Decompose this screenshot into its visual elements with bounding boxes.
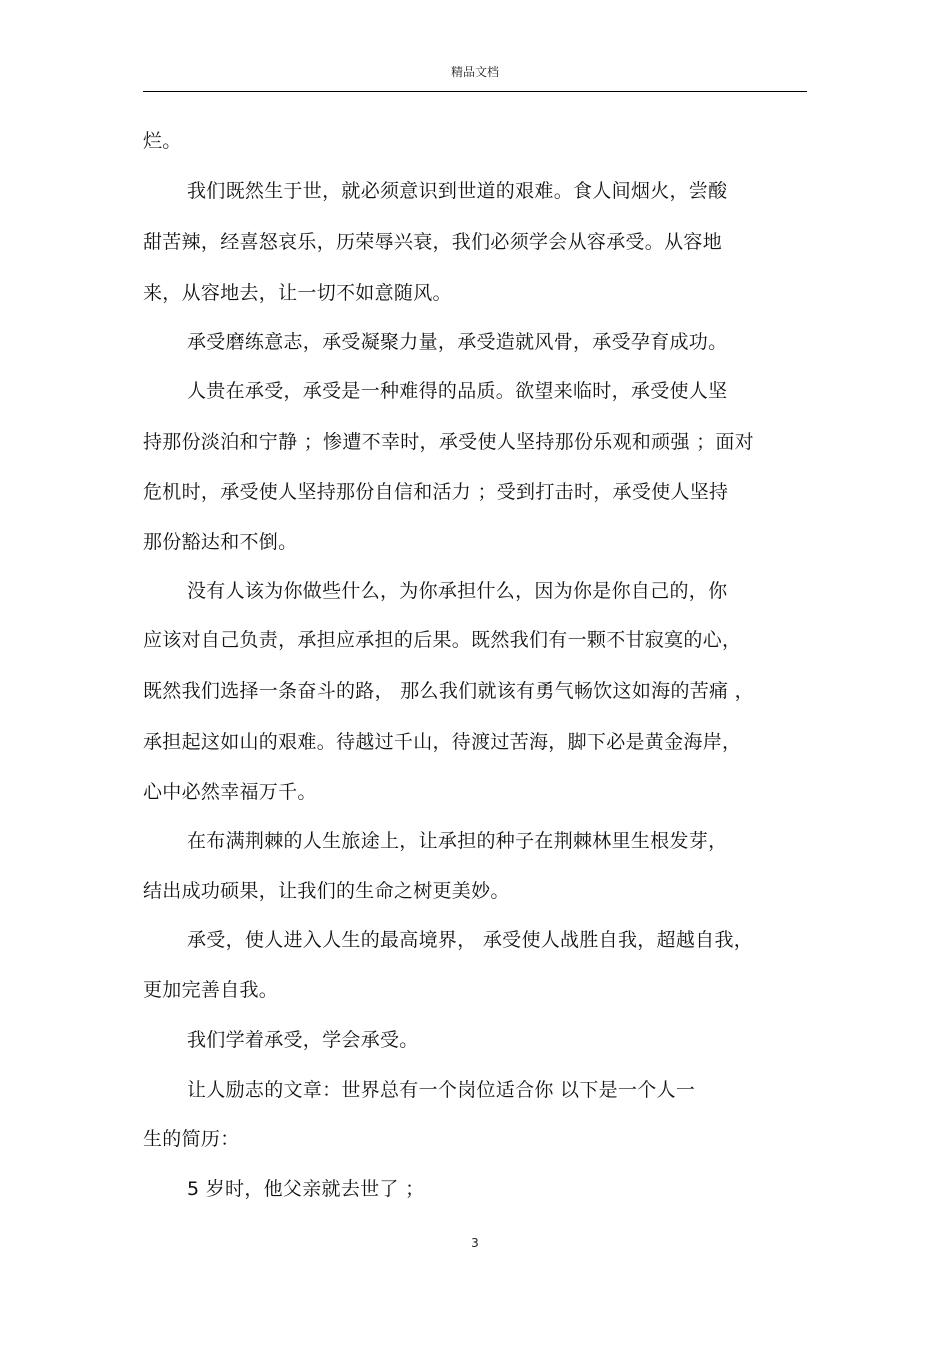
text-line: 我们学着承受，学会承受。 xyxy=(187,1029,419,1051)
text-line: 没有人该为你做些什么，为你承担什么，因为你是你自己的，你 xyxy=(187,580,728,602)
text-line: 人贵在承受，承受是一种难得的品质。欲望来临时，承受使人坚 xyxy=(187,380,728,402)
page-header: 精品文档 xyxy=(450,65,499,79)
text-line: 应该对自己负责，承担应承担的后果。既然我们有一颗不甘寂寞的心， xyxy=(143,629,742,651)
text-line: 来，从容地去，让一切不如意随风。 xyxy=(143,282,452,304)
text-line: 让人励志的文章：世界总有一个岗位适合你 以下是一个人一 xyxy=(187,1079,696,1101)
header-divider xyxy=(143,91,807,92)
text-line: 危机时，承受使人坚持那份自信和活力 ；受到打击时，承受使人坚持 xyxy=(143,481,729,503)
text-line: 甜苦辣，经喜怒哀乐，历荣辱兴衰，我们必须学会从容承受。从容地 xyxy=(143,231,723,253)
page-number: 3 xyxy=(471,1236,479,1250)
text-line: 我们既然生于世，就必须意识到世道的艰难。食人间烟火，尝酸 xyxy=(187,180,728,202)
text-line: 生的简历： xyxy=(143,1128,240,1150)
text-line: 5 岁时，他父亲就去世了 ； xyxy=(187,1178,425,1200)
text-line: 既然我们选择一条奋斗的路， 那么我们就该有勇气畅饮这如海的苦痛 ， xyxy=(143,680,754,702)
text-line: 结出成功硕果，让我们的生命之树更美妙。 xyxy=(143,880,510,902)
text-line: 持那份淡泊和宁静 ；惨遭不幸时，承受使人坚持那份乐观和顽强 ；面对 xyxy=(143,431,754,453)
text-line: 烂。 xyxy=(143,130,182,152)
text-line: 那份豁达和不倒。 xyxy=(143,531,298,553)
text-line: 在布满荆棘的人生旅途上，让承担的种子在荆棘林里生根发芽， xyxy=(187,830,728,852)
text-line: 心中必然幸福万千。 xyxy=(143,781,317,803)
text-line: 承受，使人进入人生的最高境界， 承受使人战胜自我，超越自我， xyxy=(187,929,754,951)
text-line: 更加完善自我。 xyxy=(143,979,279,1001)
text-line: 承担起这如山的艰难。待越过千山，待渡过苦海，脚下必是黄金海岸， xyxy=(143,731,742,753)
text-line: 承受磨练意志，承受凝聚力量，承受造就风骨，承受孕育成功。 xyxy=(187,331,728,353)
